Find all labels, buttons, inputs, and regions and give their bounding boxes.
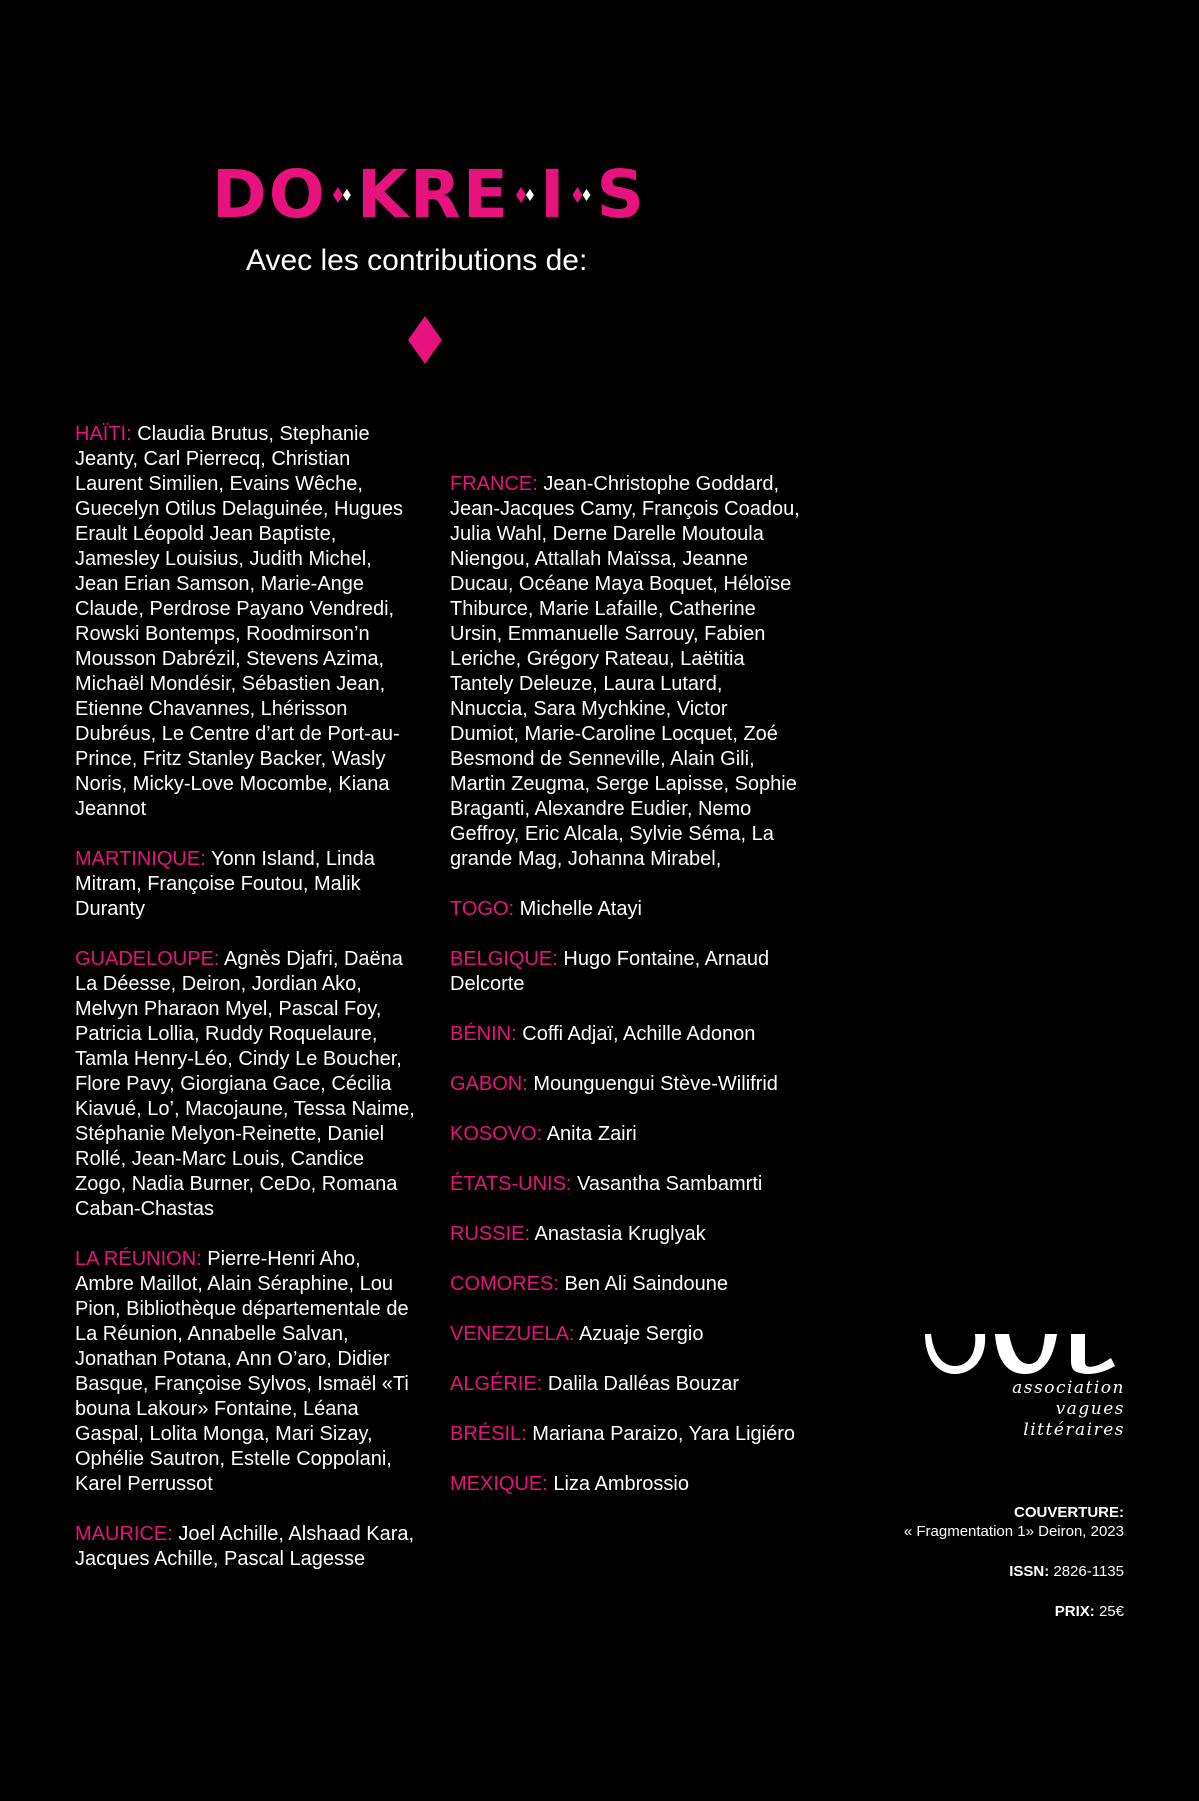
title-part: I (539, 156, 567, 233)
logo-line: vagues (1055, 1399, 1125, 1419)
country-entry (75, 1522, 415, 1572)
country-entry (75, 947, 415, 1222)
title-part: DO (212, 156, 327, 233)
country-entry (450, 947, 800, 997)
country-entry (450, 1172, 800, 1197)
contributors-right-column (450, 472, 800, 1522)
contributors-left-column (75, 422, 415, 1597)
country-entry (75, 847, 415, 922)
country-entry (75, 422, 415, 822)
logo-line: littéraires (1023, 1420, 1125, 1440)
issn-info (804, 1562, 1124, 1581)
cover-credit (804, 1503, 1124, 1541)
country-entry (450, 1122, 800, 1147)
price-value: 25€ (1098, 1603, 1124, 1620)
country-names: Coffi Adjaï, Achille Adonon (522, 1023, 756, 1045)
country-names: Vasantha Sambamrti (577, 1173, 763, 1195)
country-entry (450, 1222, 800, 1247)
country-label: KOSOVO: (450, 1123, 543, 1145)
country-label: ALGÉRIE: (450, 1373, 543, 1395)
country-names: Mariana Paraizo, Yara Ligiéro (532, 1423, 795, 1445)
avl-logo-icon (925, 1332, 1125, 1374)
country-names: Ben Ali Saindoune (564, 1273, 728, 1295)
country-names: Claudia Brutus, Stephanie Jeanty, Carl Pierrecq, Christian Laurent Similien, Evains Wêche, Guecelyn Otilus Delaguinée, Hugues Erault Léopold Jean Baptiste, Jamesley Louisius, Judith Michel, Jean Erian Samson, Marie-Ange Claude, Perdrose Payano Vendredi, Rowski Bontemps, Roodmirson’n Mousson Dabrézil, Stevens Azima, Michaël Mondésir, Sébastien Jean, Etienne Chavannes, Lhérisson Dubréus, Le Centre d’art de Port-au-Prince, Fritz Stanley Backer, Wasly Noris, Micky-Love Mocombe, Kiana Jeannot (75, 423, 403, 820)
country-entry (450, 1422, 800, 1447)
country-entry (450, 472, 800, 872)
country-entry (450, 1372, 800, 1397)
country-label: GABON: (450, 1073, 528, 1095)
diamond-icon (408, 316, 442, 364)
issn-value: 2826-1135 (1053, 1563, 1124, 1580)
issn-label: ISSN: (1009, 1563, 1050, 1580)
country-entry (450, 1022, 800, 1047)
country-label: MAURICE: (75, 1523, 173, 1545)
title-part: KRE (356, 156, 510, 233)
country-label: TOGO: (450, 898, 515, 920)
country-names: Azuaje Sergio (578, 1323, 704, 1345)
country-entry (450, 1272, 800, 1297)
country-names: Michelle Atayi (519, 898, 642, 920)
country-label: LA RÉUNION: (75, 1248, 202, 1270)
title-separator-icon (573, 187, 591, 203)
price-label: PRIX: (1054, 1603, 1095, 1620)
country-label: HAÏTI: (75, 423, 132, 445)
country-label: RUSSIE: (450, 1223, 531, 1245)
country-label: BELGIQUE: (450, 948, 558, 970)
country-label: VENEZUELA: (450, 1323, 575, 1345)
subtitle: Avec les contributions de: (246, 244, 588, 277)
country-names: Liza Ambrossio (553, 1473, 689, 1495)
country-label: COMORES: (450, 1273, 559, 1295)
country-names: Mounguengui Stève-Wilifrid (533, 1073, 778, 1095)
cover-text: « Fragmentation 1» Deiron, 2023 (903, 1523, 1124, 1540)
country-label: FRANCE: (450, 473, 538, 495)
logo-line: association (1012, 1378, 1125, 1398)
country-label: MARTINIQUE: (75, 848, 206, 870)
country-label: GUADELOUPE: (75, 948, 220, 970)
cover-label: COUVERTURE: (1013, 1504, 1124, 1521)
country-names: Yonn Island, Linda Mitram, Françoise Foutou, Malik Duranty (75, 848, 375, 920)
country-names: Joel Achille, Alshaad Kara, Jacques Achille, Pascal Lagesse (75, 1523, 415, 1570)
magazine-title (212, 156, 647, 233)
country-label: ÉTATS-UNIS: (450, 1173, 572, 1195)
country-label: MEXIQUE: (450, 1473, 548, 1495)
country-names: Agnès Djafri, Daëna La Déesse, Deiron, Jordian Ako, Melvyn Pharaon Myel, Pascal Foy, Patricia Lollia, Ruddy Roquelaure, Tamla Henry-Léo, Cindy Le Boucher, Flore Pavy, Giorgiana Gace, Cécilia Kiavué, Lo’, Macojaune, Tessa Naime, Stéphanie Melyon-Reinette, Daniel Rollé, Jean-Marc Louis, Candice Zogo, Nadia Burner, CeDo, Romana Caban-Chastas (75, 948, 415, 1220)
title-part: S (596, 156, 647, 233)
country-entry (450, 897, 800, 922)
title-separator-icon (516, 187, 534, 203)
price-info (804, 1602, 1124, 1621)
title-separator-icon (333, 187, 351, 203)
country-entry (450, 1472, 800, 1497)
country-names: Pierre-Henri Aho, Ambre Maillot, Alain Séraphine, Lou Pion, Bibliothèque départementale de La Réunion, Annabelle Salvan, Jonathan Potana, Ann O’aro, Didier Basque, Françoise Sylvos, Ismaël «Ti bouna Lakour» Fontaine, Léana Gaspal, Lolita Monga, Mari Sizay, Ophélie Sautron, Estelle Coppolani, Karel Perrussot (75, 1248, 409, 1495)
country-names: Hugo Fontaine, Arnaud Delcorte (450, 948, 770, 995)
country-names: Anita Zairi (546, 1123, 637, 1145)
publisher-logo (920, 1332, 1125, 1441)
country-names: Anastasia Kruglyak (534, 1223, 706, 1245)
logo-text (920, 1378, 1125, 1441)
country-entry (450, 1072, 800, 1097)
country-label: BRÉSIL: (450, 1423, 527, 1445)
title-block (212, 156, 647, 233)
country-entry (75, 1247, 415, 1497)
country-label: BÉNIN: (450, 1023, 517, 1045)
country-names: Dalila Dalléas Bouzar (547, 1373, 740, 1395)
country-names: Jean-Christophe Goddard, Jean-Jacques Camy, François Coadou, Julia Wahl, Derne Darelle Moutoula Niengou, Attallah Maïssa, Jeanne Ducau, Océane Maya Boquet, Héloïse Thiburce, Marie Lafaille, Catherine Ursin, Emmanuelle Sarrouy, Fabien Leriche, Grégory Rateau, Laëtitia Tantely Deleuze, Laura Lutard, Nnuccia, Sara Mychkine, Victor Dumiot, Marie-Caroline Locquet, Zoé Besmond de Senneville, Alain Gili, Martin Zeugma, Serge Lapisse, Sophie Braganti, Alexandre Eudier, Nemo Geffroy, Eric Alcala, Sylvie Séma, La grande Mag, Johanna Mirabel, (450, 473, 800, 870)
country-entry (450, 1322, 800, 1347)
